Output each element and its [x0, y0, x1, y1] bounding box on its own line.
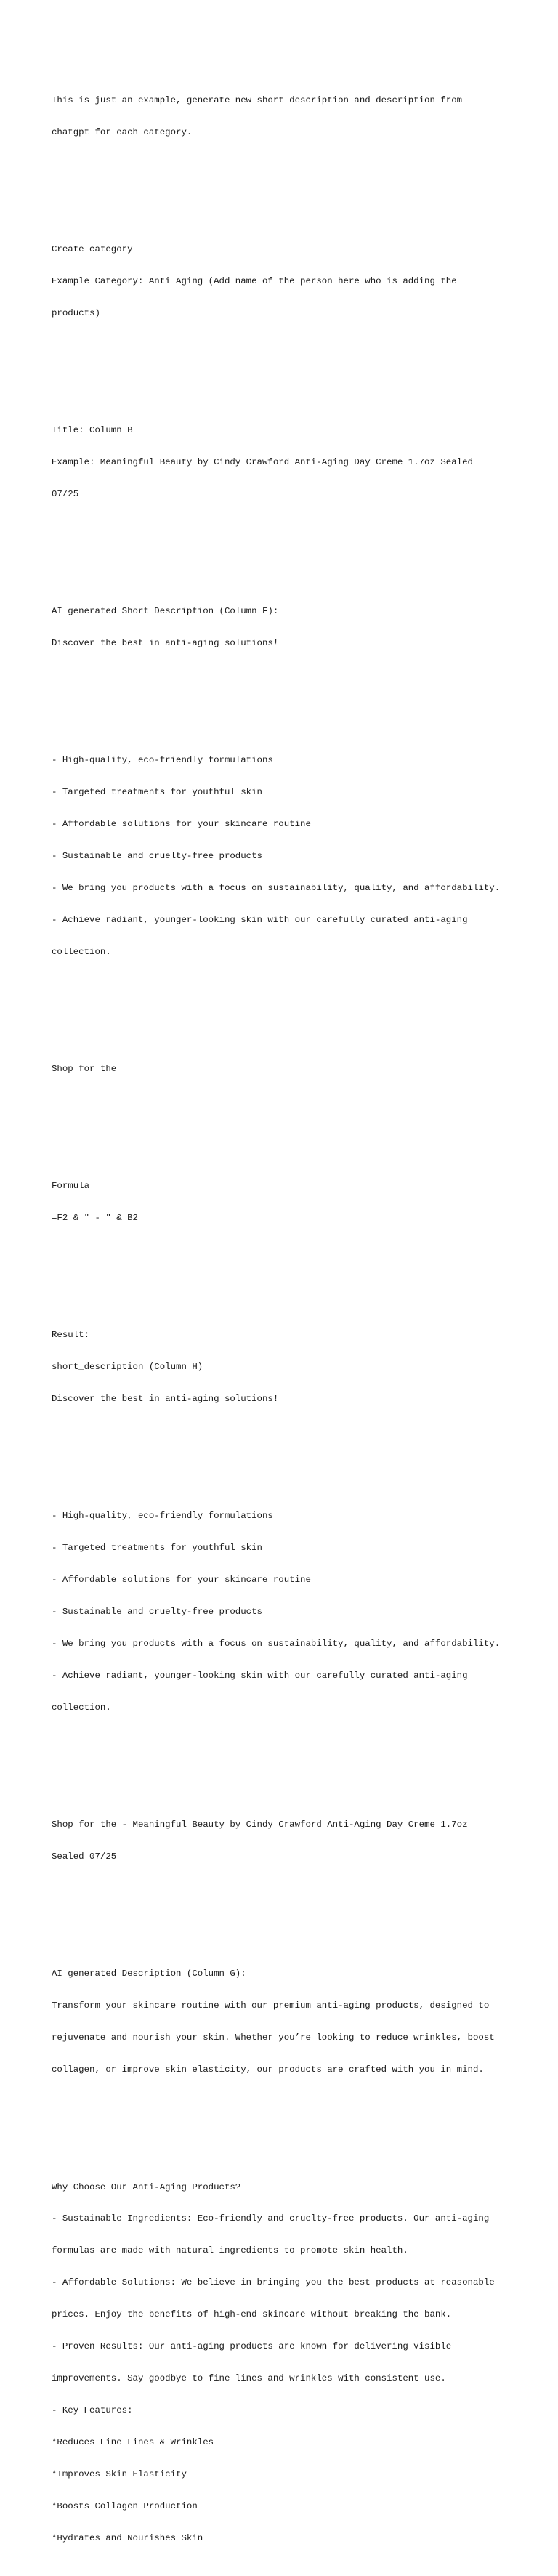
- text-line: Shop for the - Meaningful Beauty by Cindy Crawford Anti-Aging Day Creme 1.7oz: [52, 1820, 468, 1830]
- feature-line: *Reduces Fine Lines & Wrinkles: [52, 2437, 214, 2448]
- text-line: This is just an example, generate new short description and description from: [52, 94, 463, 105]
- category-paragraph: [52, 222, 531, 339]
- bullet-line: - Achieve radiant, younger-looking skin with our carefully curated anti-aging: [52, 914, 468, 925]
- text-line: AI generated Description (Column G):: [52, 1969, 246, 1979]
- text-line: Sealed 07/25: [52, 1852, 117, 1862]
- text-line: - Proven Results: Our anti-aging products are known for delivering visible: [52, 2341, 452, 2352]
- text-line: products): [52, 307, 100, 318]
- text-line: chatgpt for each category.: [52, 126, 193, 137]
- text-line: short_description (Column H): [52, 1362, 203, 1373]
- text-line: - Sustainable Ingredients: Eco-friendly and cruelty-free products. Our anti-aging: [52, 2213, 490, 2224]
- feature-line: *Improves Skin Elasticity: [52, 2469, 187, 2480]
- bullet-line: - Sustainable and cruelty-free products: [52, 850, 262, 861]
- text-line: Example Category: Anti Aging (Add name of the person here who is adding the: [52, 275, 457, 286]
- text-line: rejuvenate and nourish your skin. Whether you’re looking to reduce wrinkles, boost: [52, 2032, 495, 2043]
- bullet-line: - Targeted treatments for youthful skin: [52, 1543, 262, 1554]
- bullet-line: - Achieve radiant, younger-looking skin with our carefully curated anti-aging: [52, 1671, 468, 1681]
- text-line: Discover the best in anti-aging solutions!: [52, 1394, 279, 1405]
- text-line: Transform your skincare routine with our premium anti-aging products, designed to: [52, 2000, 490, 2011]
- text-line: Result:: [52, 1330, 90, 1341]
- bullet-line: collection.: [52, 946, 111, 957]
- result-bullets: [52, 1490, 531, 1735]
- text-line: Discover the best in anti-aging solutions!: [52, 637, 279, 648]
- text-line: Formula: [52, 1181, 90, 1192]
- feature-line: *Hydrates and Nourishes Skin: [52, 2533, 203, 2543]
- text-line: formulas are made with natural ingredients to promote skin health.: [52, 2245, 408, 2256]
- document-page: [52, 52, 531, 2576]
- bullet-line: - Affordable solutions for your skincare routine: [52, 1575, 311, 1586]
- bullet-line: - Targeted treatments for youthful skin: [52, 787, 262, 798]
- title-paragraph: [52, 404, 531, 521]
- result-shop-for-paragraph: [52, 1798, 531, 1883]
- text-line: Shop for the: [52, 1064, 117, 1074]
- bullet-line: - High-quality, eco-friendly formulations: [52, 1511, 273, 1522]
- text-line: - Affordable Solutions: We believe in bringing you the best products at reasonable: [52, 2277, 495, 2288]
- bullet-line: - High-quality, eco-friendly formulations: [52, 755, 273, 766]
- bullet-line: - Affordable solutions for your skincare routine: [52, 819, 311, 829]
- text-line: improvements. Say goodbye to fine lines and wrinkles with consistent use.: [52, 2373, 446, 2384]
- shop-for-paragraph: [52, 1043, 531, 1096]
- text-line: collagen, or improve skin elasticity, our products are crafted with you in mind.: [52, 2064, 484, 2075]
- text-line: prices. Enjoy the benefits of high-end skincare without breaking the bank.: [52, 2309, 452, 2320]
- text-line: Example: Meaningful Beauty by Cindy Crawford Anti-Aging Day Creme 1.7oz Sealed: [52, 456, 473, 467]
- formula-line: =F2 & " - " & B2: [52, 1213, 138, 1224]
- result-paragraph: [52, 1309, 531, 1426]
- text-line: AI generated Short Description (Column F):: [52, 605, 279, 616]
- text-line: - Key Features:: [52, 2405, 133, 2416]
- bullet-line: - We bring you products with a focus on sustainability, quality, and affordability.: [52, 882, 501, 893]
- text-line: 07/25: [52, 488, 79, 499]
- feature-line: *Boosts Collagen Production: [52, 2501, 198, 2512]
- bullet-line: collection.: [52, 1703, 111, 1713]
- text-line: Why Choose Our Anti-Aging Products?: [52, 2181, 241, 2192]
- bullet-line: - Sustainable and cruelty-free products: [52, 1607, 262, 1618]
- short-description-heading: [52, 585, 531, 670]
- why-choose-paragraph: [52, 2160, 531, 2565]
- text-line: Create category: [52, 243, 133, 254]
- bullet-line: - We bring you products with a focus on sustainability, quality, and affordability.: [52, 1639, 501, 1650]
- text-line: Title: Column B: [52, 424, 133, 435]
- intro-paragraph: [52, 73, 531, 158]
- description-paragraph: [52, 1947, 531, 2096]
- short-description-bullets: [52, 734, 531, 979]
- formula-paragraph: [52, 1160, 531, 1245]
